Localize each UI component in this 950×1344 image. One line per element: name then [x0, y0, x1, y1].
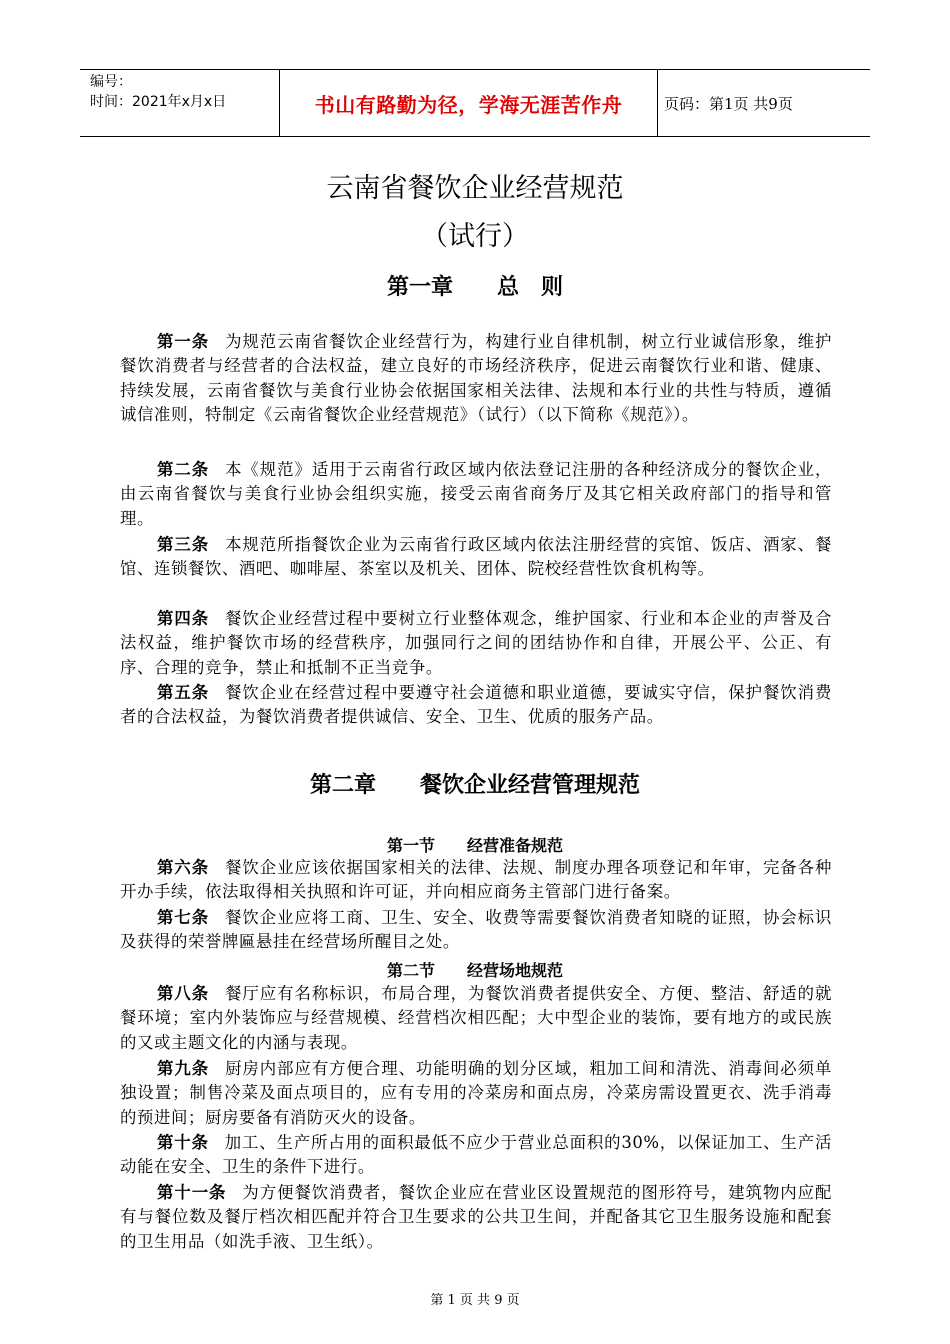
- article-text: 加工、生产所占用的面积最低不应少于营业总面积的30%，以保证加工、生产活动能在安全、卫生的条件下进行。: [120, 1133, 832, 1177]
- article-text: 为方便餐饮消费者，餐饮企业应在营业区设置规范的图形符号，建筑物内应配有与餐位数及餐厅档次相匹配并符合卫生要求的公共卫生间，并配备其它卫生服务设施和配套的卫生用品（如洗手液、卫生纸）。: [120, 1183, 832, 1251]
- article-text: 本《规范》适用于云南省行政区域内依法登记注册的各种经济成分的餐饮企业，由云南省餐饮与美食行业协会组织实施，接受云南省商务厅及其它相关政府部门的指导和管理。: [120, 460, 832, 528]
- document-subtitle: （试行）: [421, 221, 529, 252]
- article-text: 为规范云南省餐饮企业经营行为，构建行业自律机制，树立行业诚信形象，维护餐饮消费者与经营者的合法权益，建立良好的市场经济秩序，促进云南餐饮行业和谐、健康、持续发展，云南省餐饮与美食行业协会依据国家相关法律、法规和本行业的共性与特质，遵循诚信准则，特制定《云南省餐饮企业经营规范》（试行）（以下简称《规范》）。: [120, 332, 832, 425]
- chapter-heading: 第一章 总 则: [386, 275, 563, 300]
- article-paragraph: [120, 1057, 832, 1130]
- header-table: [80, 69, 870, 137]
- header-page-info: 页码：第1页 共9页: [664, 94, 793, 113]
- article-paragraph: [120, 906, 832, 955]
- article-paragraph: [120, 681, 832, 730]
- article-label: 第十一条: [157, 1183, 227, 1202]
- article-label: 第十条: [157, 1133, 209, 1152]
- article-label: 第九条: [157, 1059, 210, 1078]
- time-label: 时间：2021年x月x日: [90, 94, 227, 110]
- article-text: 餐饮企业经营过程中要树立行业整体观念，维护国家、行业和本企业的声誉及合法权益，维护餐饮市场的经营秩序，加强同行之间的团结协作和自律，开展公平、公正、有序、合理的竞争，禁止和抵制不正当竞争。: [120, 609, 832, 677]
- article-label: 第二条: [157, 460, 210, 479]
- document-title: 云南省餐饮企业经营规范: [326, 173, 624, 204]
- header-motto: 书山有路勤为径，学海无涯苦作舟: [314, 92, 623, 117]
- number-label: 编号：: [90, 74, 132, 90]
- header-divider: [657, 70, 658, 136]
- article-label: 第一条: [157, 332, 210, 351]
- page-footer: 第 1 页 共 9 页: [430, 1293, 520, 1308]
- article-label: 第四条: [157, 609, 210, 628]
- article-paragraph: [120, 982, 832, 1055]
- chapter-heading: 第二章 餐饮企业经营管理规范: [309, 773, 640, 798]
- article-paragraph: [120, 607, 832, 680]
- article-text: 厨房内部应有方便合理、功能明确的划分区域，粗加工间和清洗、消毒间必须单独设置；制售冷菜及面点项目的，应有专用的冷菜房和面点房，冷菜房需设置更衣、洗手消毒的预进间；厨房要备有消防灭火的设备。: [120, 1059, 832, 1127]
- article-paragraph: [120, 458, 832, 531]
- article-label: 第五条: [157, 683, 210, 702]
- article-paragraph: [120, 1181, 832, 1254]
- article-paragraph: [120, 1131, 832, 1180]
- article-paragraph: [120, 330, 832, 428]
- article-paragraph: [120, 533, 832, 582]
- article-label: 第八条: [157, 984, 210, 1003]
- article-text: 餐饮企业应将工商、卫生、安全、收费等需要餐饮消费者知晓的证照，协会标识及获得的荣誉牌匾悬挂在经营场所醒目之处。: [120, 908, 832, 952]
- section-heading: 第二节 经营场地规范: [386, 961, 563, 980]
- article-text: 餐厅应有名称标识，布局合理，为餐饮消费者提供安全、方便、整洁、舒适的就餐环境；室内外装饰应与经营规模、经营档次相匹配；大中型企业的装饰，要有地方的或民族的又或主题文化的内涵与表现。: [120, 984, 832, 1052]
- article-label: 第六条: [157, 858, 210, 877]
- section-heading: 第一节 经营准备规范: [386, 836, 563, 855]
- article-text: 餐饮企业应该依据国家相关的法律、法规、制度办理各项登记和年审，完备各种开办手续，依法取得相关执照和许可证，并向相应商务主管部门进行备案。: [120, 858, 832, 902]
- article-label: 第三条: [157, 535, 210, 554]
- article-text: 餐饮企业在经营过程中要遵守社会道德和职业道德，要诚实守信，保护餐饮消费者的合法权益，为餐饮消费者提供诚信、安全、卫生、优质的服务产品。: [120, 683, 832, 727]
- article-label: 第七条: [157, 908, 210, 927]
- article-paragraph: [120, 856, 832, 905]
- article-text: 本规范所指餐饮企业为云南省行政区域内依法注册经营的宾馆、饭店、酒家、餐馆、连锁餐饮、酒吧、咖啡屋、茶室以及机关、团体、院校经营性饮食机构等。: [120, 535, 832, 579]
- header-meta-cell: [80, 70, 278, 136]
